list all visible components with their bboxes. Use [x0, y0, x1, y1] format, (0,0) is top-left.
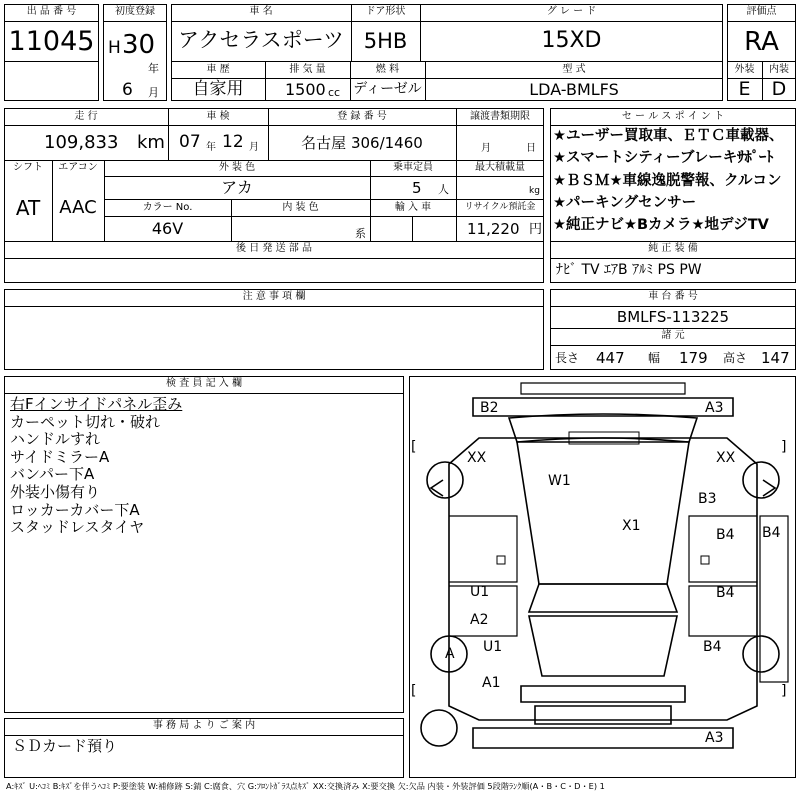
- lot-number: 11045: [8, 26, 95, 57]
- length-label: 長さ: [555, 351, 580, 365]
- displacement-header: 排 気 量: [289, 64, 326, 75]
- mileage-unit: km: [137, 132, 165, 153]
- inspection-month-unit: 月: [249, 142, 259, 153]
- height-value: 147: [761, 349, 790, 367]
- grade-value: 15XD: [541, 28, 602, 53]
- width-label: 幅: [648, 351, 661, 365]
- mileage-header: 走 行: [74, 111, 98, 122]
- right-small-box: [701, 556, 709, 564]
- lot-header: 出 品 番 号: [26, 6, 77, 17]
- model-value: LDA-BMLFS: [529, 80, 619, 99]
- mark-a-wheel: A: [445, 646, 455, 662]
- mark-xx-left: XX: [467, 450, 487, 466]
- mark-b4-side: B4: [762, 525, 781, 541]
- wheel-front-right: [743, 462, 779, 498]
- rear-bumper-outline: [535, 706, 671, 724]
- ext-color-value: アカ: [221, 178, 253, 197]
- mark-x1: X1: [622, 518, 641, 534]
- int-color-header: 内 装 色: [282, 202, 319, 213]
- transfer-deadline-header: 譲渡書類期限: [470, 111, 530, 122]
- rear-panel-bottom: [473, 728, 733, 748]
- recycle-header: リサイクル預託金: [464, 202, 536, 212]
- max-load-header: 最大積載量: [475, 162, 525, 173]
- sales-point-5: ★純正ナビ★Bカメラ★地デジTV: [553, 217, 769, 233]
- inspector-note: バンパー下A: [10, 465, 95, 484]
- mark-b3: B3: [698, 491, 717, 507]
- first-reg-era: H: [108, 38, 121, 58]
- inspector-header: 検 査 員 記 入 欄: [166, 378, 242, 389]
- score-header: 評価点: [746, 6, 777, 17]
- legend-text: A:ｷｽﾞ U:ﾍｺﾐ B:ｷｽﾞを伴うﾍｺﾐ P:要塗装 W:補修跡 S:錆 C:腐食、穴 G:ﾌﾛﾝﾄｶﾞﾗｽ点ｷｽﾞ XX:交換済み X:要交換 欠:欠品 内装・外装評価 5段階ﾗﾝｸ順(A・B・C・D・E) 1: [6, 781, 605, 791]
- bracket-left-top: [: [411, 439, 417, 455]
- mark-b4-mid: B4: [716, 585, 735, 601]
- office-text: ＳＤカード預り: [12, 737, 118, 755]
- fuel-header: 燃 料: [375, 64, 400, 75]
- mark-w1: W1: [548, 473, 571, 489]
- aircon-header: エアコン: [58, 162, 98, 173]
- mark-a3-bottom: A3: [705, 730, 724, 746]
- mark-a2: A2: [470, 612, 489, 628]
- sales-point-3: ★ＢＳＭ★車線逸脱警報、クルコン: [553, 173, 782, 189]
- windshield-outline: [529, 584, 677, 612]
- bracket-right-lower: ]: [781, 683, 787, 699]
- recycle-unit: 円: [529, 222, 543, 237]
- inspection-year: 07: [179, 132, 201, 152]
- inspection-year-unit: 年: [206, 142, 216, 153]
- spare-wheel: [421, 710, 457, 746]
- mark-b4-lower: B4: [703, 639, 722, 655]
- capacity-unit: 人: [438, 183, 449, 196]
- transfer-day-unit: 日: [526, 143, 536, 154]
- inspector-note: 外装小傷有り: [10, 482, 101, 501]
- height-label: 高さ: [723, 351, 748, 365]
- shift-value: AT: [15, 196, 41, 220]
- mark-b4-right: B4: [716, 527, 735, 543]
- door-header: ドア形状: [365, 6, 406, 17]
- grade-header: グ レ ー ド: [546, 6, 597, 17]
- ext-color-header: 外 装 色: [218, 162, 256, 173]
- front-bumper-outline: [521, 383, 685, 394]
- rear-panel-outline: [521, 686, 685, 702]
- first-reg-month: 6: [122, 80, 133, 100]
- car-name: アクセラスポーツ: [178, 28, 344, 52]
- inspector-note: ロッカーカバー下A: [10, 500, 140, 519]
- office-header: 事 務 局 よ り ご 案 内: [152, 720, 256, 731]
- wheel-rear-right: [743, 636, 779, 672]
- history-value: 自家用: [192, 79, 244, 99]
- shift-header: シフト: [13, 162, 43, 173]
- max-load-unit: kg: [529, 186, 540, 196]
- displacement-value: 1500: [285, 80, 326, 99]
- inspector-note: サイドミラーA: [10, 447, 110, 466]
- equipment-header: 純 正 装 備: [648, 243, 698, 254]
- mark-u1-left: U1: [470, 584, 490, 600]
- chassis-header: 車 台 番 号: [648, 291, 698, 302]
- first-reg-year: 30: [122, 30, 156, 60]
- inspector-note: 右Fインサイドパネル歪み: [10, 395, 183, 413]
- dimensions-header: 諸 元: [661, 330, 685, 341]
- first-reg-year-unit: 年: [148, 62, 159, 75]
- displacement-unit: cc: [328, 86, 341, 99]
- mark-b2: B2: [480, 400, 499, 416]
- interior-grade-header: 内装: [769, 64, 789, 75]
- plate-value: 名古屋 306/1460: [301, 134, 423, 152]
- width-value: 179: [679, 349, 708, 367]
- equipment-value: ﾅﾋﾞ TV ｴｱB ｱﾙﾐ PS PW: [556, 262, 702, 278]
- car-name-header: 車 名: [249, 6, 273, 17]
- rear-window-outline: [529, 616, 677, 676]
- transfer-month-unit: 月: [481, 143, 491, 154]
- mark-u1-lower: U1: [483, 639, 503, 655]
- plate-header: 登 録 番 号: [337, 111, 387, 122]
- sales-point-1: ★ユーザー買取車、ＥＴＣ車載器、: [553, 128, 784, 144]
- exterior-grade-value: E: [738, 78, 751, 100]
- mark-xx-right: XX: [716, 450, 736, 466]
- capacity-value: 5: [412, 179, 422, 197]
- color-no-header: カラー No.: [142, 202, 193, 213]
- int-color-unit: 系: [355, 227, 366, 240]
- sales-point-4: ★パーキングセンサー: [553, 195, 697, 211]
- exterior-grade-header: 外装: [734, 64, 755, 75]
- inspection-month: 12: [222, 132, 244, 152]
- chassis-value: BMLFS-113225: [616, 308, 730, 326]
- color-no-value: 46V: [151, 219, 184, 238]
- door-type: 5HB: [363, 29, 408, 53]
- sales-point-2: ★スマートシティーブレーキｻﾎﾟｰﾄ: [553, 150, 774, 166]
- left-small-box: [497, 556, 505, 564]
- import-header: 輸 入 車: [394, 202, 432, 213]
- notes-header: 注 意 事 項 欄: [242, 291, 306, 302]
- first-reg-month-unit: 月: [148, 86, 159, 99]
- history-header: 車 歴: [206, 64, 230, 75]
- first-reg-header: 初度登録: [115, 6, 155, 17]
- recycle-value: 11,220: [467, 220, 520, 238]
- bracket-right-top: ]: [781, 439, 787, 455]
- inspection-header: 車 検: [206, 111, 230, 122]
- fuel-value: ディーゼル: [353, 81, 422, 97]
- length-value: 447: [596, 349, 625, 367]
- inspector-note: カーペット切れ・破れ: [10, 412, 161, 431]
- wheel-front-left: [427, 462, 463, 498]
- inspector-note: ハンドルすれ: [10, 430, 101, 449]
- mark-a3-top: A3: [705, 400, 724, 416]
- sales-points-header: セ ー ル ス ポ イ ン ト: [621, 111, 725, 122]
- inspector-notes: [10, 396, 182, 537]
- roof-outline: [517, 442, 689, 584]
- mark-a1: A1: [482, 675, 501, 691]
- later-parts-header: 後 日 発 送 部 品: [236, 243, 312, 254]
- capacity-header: 乗車定員: [393, 162, 433, 173]
- bracket-left-lower: [: [411, 683, 417, 699]
- aircon-value: AAC: [59, 197, 97, 218]
- inspector-note: スタッドレスタイヤ: [10, 518, 145, 537]
- interior-grade-value: D: [771, 78, 787, 100]
- mileage-value: 109,833: [44, 132, 119, 153]
- score-value: RA: [744, 27, 779, 57]
- model-header: 型 式: [562, 64, 586, 75]
- car-damage-diagram: [409, 376, 796, 778]
